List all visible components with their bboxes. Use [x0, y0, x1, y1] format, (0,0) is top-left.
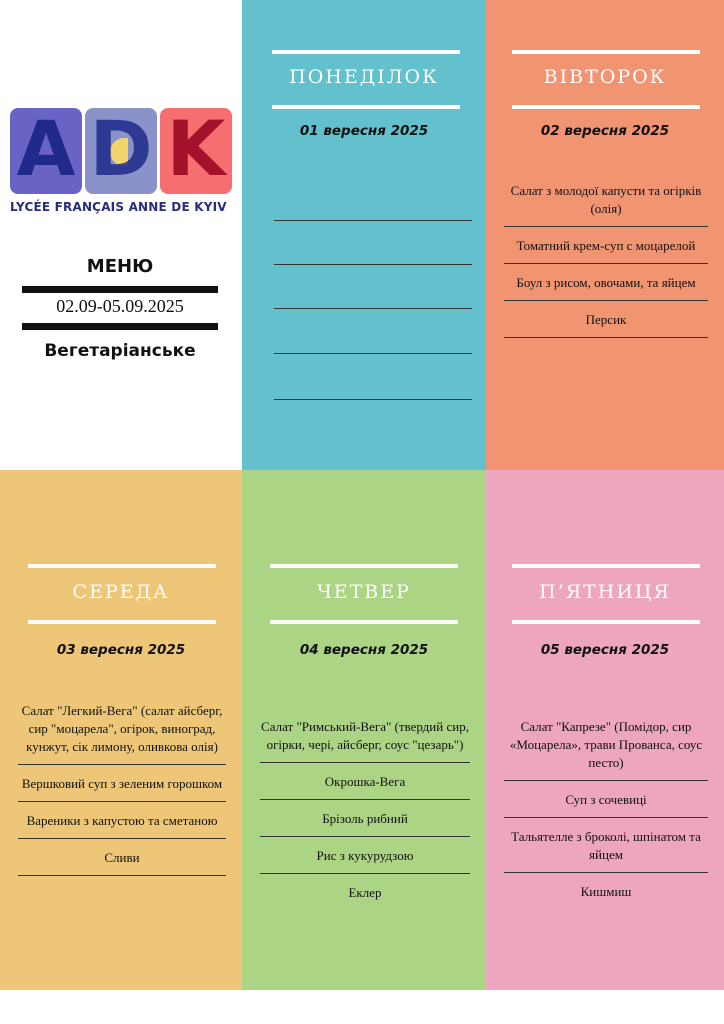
- empty-line: [274, 220, 472, 221]
- logo-letter-k: K: [166, 104, 226, 193]
- header-rule-bottom: [272, 105, 460, 109]
- day-name: СЕРЕДА: [72, 581, 170, 603]
- empty-line: [274, 353, 472, 354]
- item-separator: [18, 875, 226, 876]
- day-panel-thursday: [242, 470, 486, 990]
- item-separator: [18, 801, 226, 802]
- bottom-divider: [22, 323, 218, 330]
- header-rule-top: [28, 564, 216, 568]
- header-rule-bottom: [512, 620, 700, 624]
- menu-items: [12, 702, 232, 886]
- menu-item: Еклер: [348, 885, 382, 900]
- item-separator: [260, 873, 470, 874]
- day-date: 04 вересня 2025: [299, 642, 429, 658]
- date-range: 02.09-05.09.2025: [56, 296, 184, 316]
- menu-item: Вершковий суп з зеленим горошком: [21, 776, 223, 791]
- header-rule-top: [272, 50, 460, 54]
- header-rule-top: [512, 50, 700, 54]
- header-rule-bottom: [28, 620, 216, 624]
- day-name: П’ЯТНИЦЯ: [539, 581, 671, 603]
- menu-item: Салат "Легкий-Вега" (салат айсберг, сир "моцарела", огірок, виноград, кунжут, сік лимону, оливкова олія): [21, 703, 223, 754]
- day-panel-wednesday: [0, 470, 242, 990]
- day-date: 05 вересня 2025: [540, 642, 670, 658]
- info-panel: [0, 0, 242, 470]
- item-separator: [504, 817, 708, 818]
- top-divider: [22, 286, 218, 293]
- item-separator: [504, 337, 708, 338]
- menu-title: МЕНЮ: [86, 256, 154, 277]
- menu-items: [498, 182, 714, 348]
- menu-item: Тальятелле з броколі, шпінатом та яйцем: [511, 829, 701, 862]
- menu-item: Салат "Римський-Вега" (твердий сир, огірки, чері, айсберг, соус "цезарь"): [261, 719, 469, 752]
- empty-line: [274, 264, 472, 265]
- item-separator: [18, 764, 226, 765]
- item-separator: [260, 799, 470, 800]
- menu-item: Сливи: [104, 850, 140, 865]
- day-panel-friday: [486, 470, 724, 990]
- item-separator: [18, 838, 226, 839]
- day-date: 01 вересня 2025: [299, 123, 429, 139]
- empty-line: [274, 399, 472, 400]
- menu-item: Персик: [585, 312, 627, 327]
- menu-item: Боул з рисом, овочами, та яйцем: [516, 275, 696, 290]
- day-name: ПОНЕДІЛОК: [289, 66, 439, 88]
- header-rule-top: [270, 564, 458, 568]
- school-name: LYCÉE FRANÇAIS ANNE DE KYIV: [10, 200, 227, 214]
- item-separator: [504, 872, 708, 873]
- menu-item: Кишмиш: [580, 884, 632, 899]
- menu-item: Вареники з капустою та сметаною: [26, 813, 218, 828]
- day-name: ВІВТОРОК: [543, 66, 667, 88]
- menu-item: Суп з сочевиці: [565, 792, 647, 807]
- menu-items: [498, 718, 714, 901]
- header-rule-bottom: [270, 620, 458, 624]
- item-separator: [260, 836, 470, 837]
- item-separator: [504, 780, 708, 781]
- day-name: ЧЕТВЕР: [317, 581, 411, 603]
- day-panel-tuesday: [486, 0, 724, 470]
- header-rule-bottom: [512, 105, 700, 109]
- empty-line: [274, 308, 472, 309]
- logo-letter-a: A: [16, 104, 76, 193]
- day-date: 03 вересня 2025: [56, 642, 186, 658]
- menu-item: Салат з молодої капусти та огірків (олія): [510, 183, 702, 216]
- menu-item: Томатний крем-суп с моцарелой: [516, 238, 696, 253]
- menu-item: Салат "Капрезе" (Помідор, сир «Моцарела», трави Прованса, соус песто): [509, 719, 703, 770]
- item-separator: [504, 300, 708, 301]
- header-rule-top: [512, 564, 700, 568]
- item-separator: [260, 762, 470, 763]
- menu-item: Окрошка-Вега: [324, 774, 406, 789]
- item-separator: [504, 226, 708, 227]
- logo-letter-d: D: [89, 104, 153, 193]
- menu-kind: Вегетаріанське: [44, 341, 196, 361]
- day-panel-monday: [242, 0, 486, 470]
- menu-item: Брізоль рибний: [322, 811, 408, 826]
- menu-item: Рис з кукурудзою: [316, 848, 414, 863]
- day-date: 02 вересня 2025: [540, 123, 670, 139]
- menu-items: [254, 718, 476, 902]
- item-separator: [504, 263, 708, 264]
